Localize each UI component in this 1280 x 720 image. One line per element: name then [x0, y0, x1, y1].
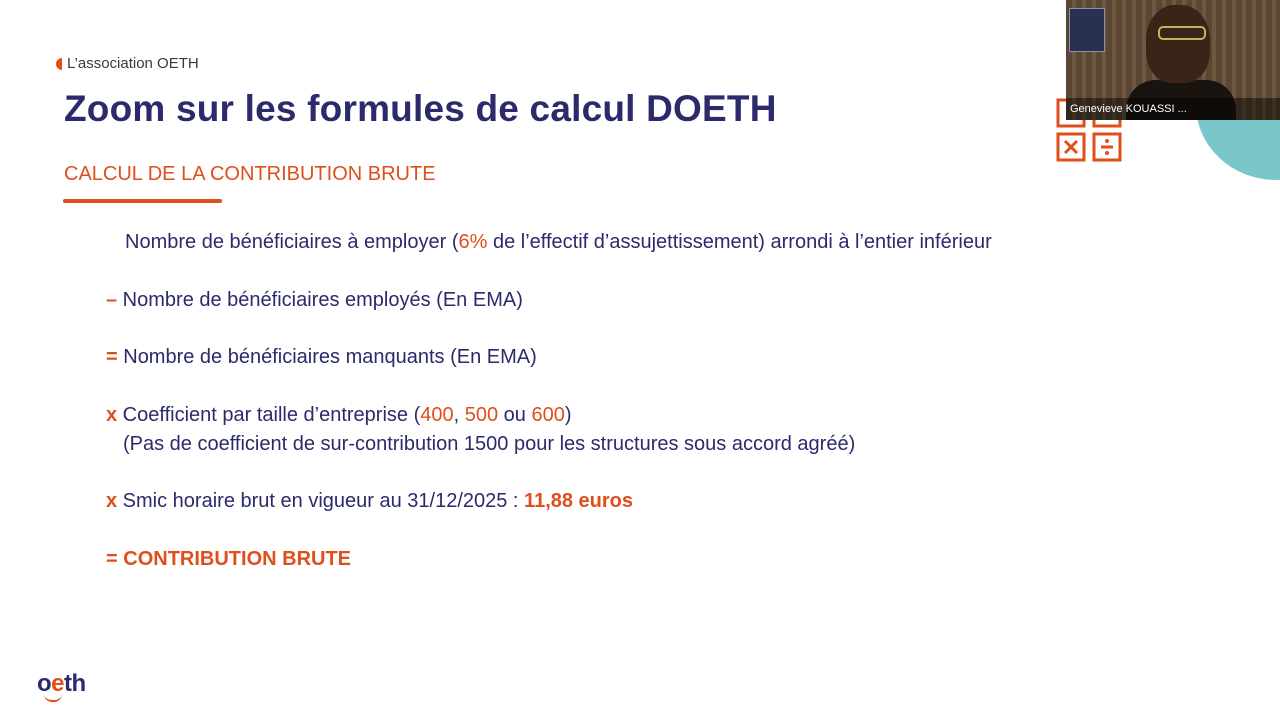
separator-text: ou: [498, 404, 532, 426]
participant-avatar: [1146, 5, 1210, 83]
formula-line-5: [106, 490, 633, 513]
formula-line-1: [125, 231, 992, 254]
formula-note: (Pas de coefficient de sur-contribution 1500 pour les structures sous accord agréé): [123, 433, 856, 455]
logo-text: o: [37, 670, 52, 697]
logo-smile-icon: [44, 694, 62, 702]
formula-line-6: [106, 548, 351, 571]
section-label-text: L’association OETH: [67, 55, 199, 72]
logo-text: e: [51, 670, 65, 697]
formula-line-4: [106, 404, 572, 427]
multiply-operator: x: [106, 490, 118, 512]
glasses-icon: [1158, 26, 1206, 40]
formula-text: Nombre de bénéficiaires à employer (: [125, 231, 459, 253]
formula-text: Nombre de bénéficiaires manquants (En EMA): [117, 346, 537, 368]
participant-name: Genevieve KOUASSI ...: [1066, 98, 1280, 120]
result-label: CONTRIBUTION BRUTE: [117, 548, 352, 570]
subtitle-underline: [63, 199, 222, 203]
multiply-operator: x: [106, 404, 118, 426]
participant-video-tile[interactable]: [1066, 0, 1280, 120]
coefficient-value: 500: [464, 404, 499, 426]
equals-operator: =: [106, 346, 118, 368]
coefficient-value: 400: [420, 404, 454, 426]
formula-line-2: [106, 289, 523, 312]
slide-subtitle: CALCUL DE LA CONTRIBUTION BRUTE: [64, 163, 436, 185]
minus-operator: –: [106, 289, 118, 311]
formula-text: de l’effectif d’assujettissement) arrondi à l’entier inférieur: [487, 231, 992, 253]
logo-text: th: [64, 670, 86, 697]
coefficient-value: 600: [531, 404, 565, 426]
percentage-value: 6%: [458, 231, 488, 253]
background-screen-thumbnail: [1069, 8, 1105, 52]
separator-text: ,: [453, 404, 465, 426]
slide-title: Zoom sur les formules de calcul DOETH: [64, 88, 777, 129]
formula-text: Coefficient par taille d’entreprise (: [117, 404, 421, 426]
section-marker-icon: [56, 58, 62, 70]
smic-value: 11,88 euros: [524, 490, 634, 512]
formula-text: Nombre de bénéficiaires employés (En EMA): [117, 289, 523, 311]
separator-text: ): [564, 404, 572, 426]
formula-text: Smic horaire brut en vigueur au 31/12/2025 :: [117, 490, 525, 512]
section-label: [56, 55, 199, 72]
equals-operator: =: [106, 548, 118, 570]
formula-line-3: [106, 346, 537, 369]
